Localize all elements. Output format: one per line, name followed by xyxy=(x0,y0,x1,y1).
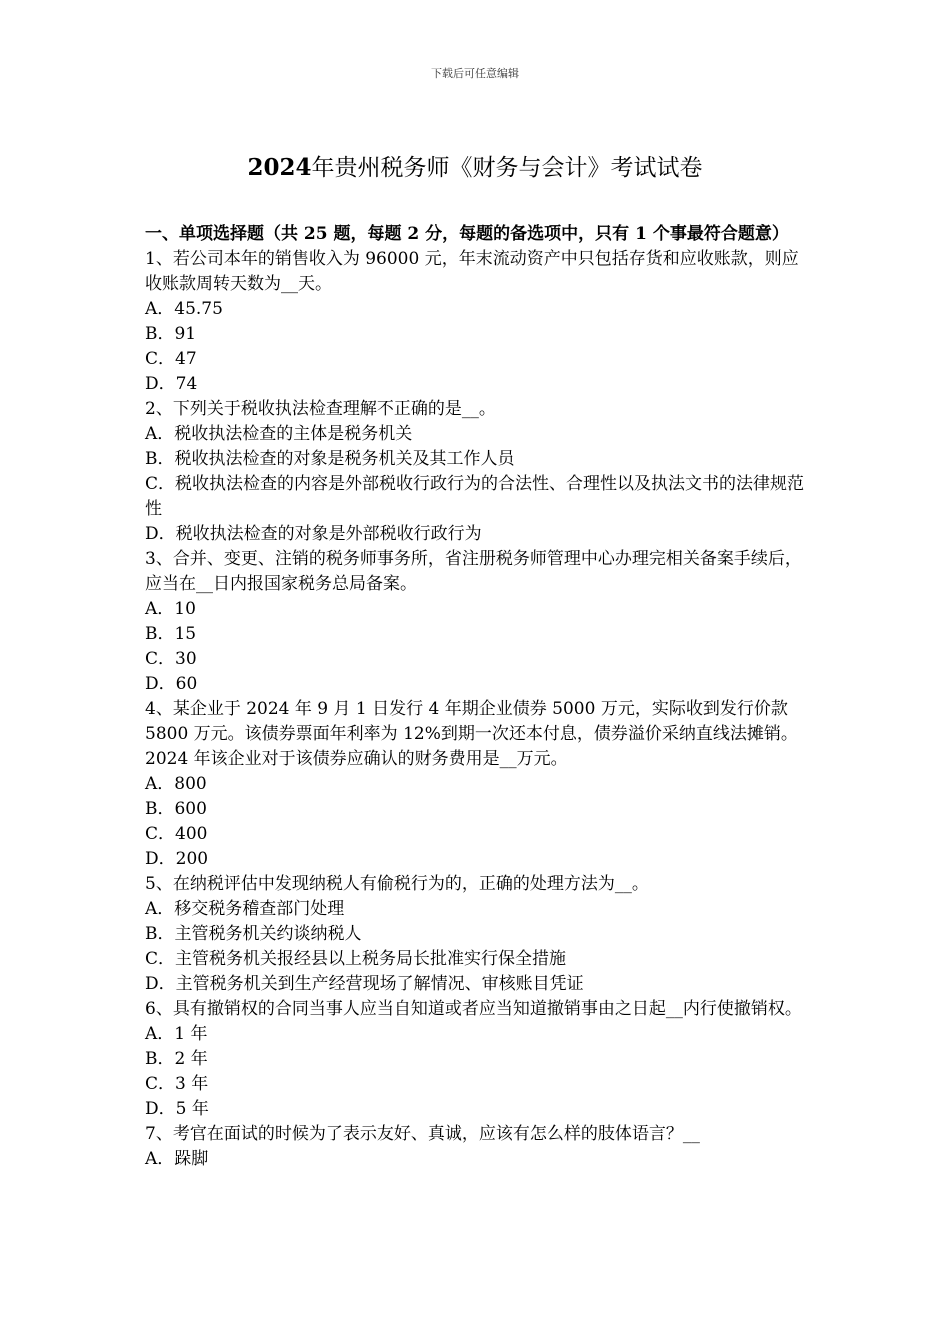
question-item xyxy=(145,872,810,997)
answer-option: D．60 xyxy=(145,674,198,694)
question-item xyxy=(145,547,810,697)
question-stem: 4、某企业于 2024 年 9 月 1 日发行 4 年期企业债券 5000 万元，实际收到发行价款 5800 万元。该债券票面年利率为 12%到期一次还本付息，债券溢价采纳直线法摊销。2024 年该企业对于该债券应确认的财务费用是__万元。 xyxy=(145,699,798,769)
answer-option: D．200 xyxy=(145,849,209,869)
answer-option: C．47 xyxy=(145,349,197,369)
answer-option: B．2 年 xyxy=(145,1049,208,1069)
answer-option: B．15 xyxy=(145,624,197,644)
answer-option: C．30 xyxy=(145,649,197,669)
answer-option: C．主管税务机关报经县以上税务局长批准实行保全措施 xyxy=(145,949,567,969)
question-stem: 2、下列关于税收执法检查理解不正确的是__。 xyxy=(145,399,496,419)
question-list xyxy=(145,247,810,1172)
answer-option: B．600 xyxy=(145,799,207,819)
section-heading: 一、单项选择题（共 25 题，每题 2 分，每题的备选项中，只有 1 个事最符合题意） xyxy=(145,224,789,244)
question-stem: 6、具有撤销权的合同当事人应当自知道或者应当知道撤销事由之日起__内行使撤销权。 xyxy=(145,999,802,1019)
answer-option: C．税收执法检查的内容是外部税收行政行为的合法性、合理性以及执法文书的法律规范性 xyxy=(145,474,805,519)
answer-option: B．主管税务机关约谈纳税人 xyxy=(145,924,362,944)
question-item xyxy=(145,397,810,547)
answer-option: C．3 年 xyxy=(145,1074,209,1094)
answer-option: D．主管税务机关到生产经营现场了解情况、审核账目凭证 xyxy=(145,974,584,994)
answer-option: A．800 xyxy=(145,774,207,794)
answer-option: C．400 xyxy=(145,824,208,844)
answer-option: A．移交税务稽查部门处理 xyxy=(145,899,345,919)
answer-option: A．10 xyxy=(145,599,196,619)
document-title xyxy=(0,152,950,184)
question-item xyxy=(145,697,810,872)
question-item xyxy=(145,247,810,397)
question-item xyxy=(145,1122,810,1172)
title-text: 年贵州税务师《财务与会计》考试试卷 xyxy=(311,155,703,181)
question-stem: 3、合并、变更、注销的税务师事务所，省注册税务师管理中心办理完相关备案手续后，应当在__日内报国家税务总局备案。 xyxy=(145,549,802,594)
answer-option: A．税收执法检查的主体是税务机关 xyxy=(145,424,413,444)
header-note: 下载后可任意编辑 xyxy=(431,67,519,80)
answer-option: A．跺脚 xyxy=(145,1149,209,1169)
question-stem: 5、在纳税评估中发现纳税人有偷税行为的，正确的处理方法为__。 xyxy=(145,874,649,894)
question-item xyxy=(145,997,810,1122)
answer-option: D．税收执法检查的对象是外部税收行政行为 xyxy=(145,524,482,544)
exam-content xyxy=(145,222,810,1172)
title-year: 2024 xyxy=(247,154,312,181)
answer-option: B．税收执法检查的对象是税务机关及其工作人员 xyxy=(145,449,515,469)
answer-option: D．5 年 xyxy=(145,1099,209,1119)
question-stem: 7、考官在面试的时候为了表示友好、真诚，应该有怎么样的肢体语言？__ xyxy=(145,1124,700,1144)
answer-option: D．74 xyxy=(145,374,198,394)
answer-option: A．1 年 xyxy=(145,1024,208,1044)
answer-option: B．91 xyxy=(145,324,197,344)
question-stem: 1、若公司本年的销售收入为 96000 元，年末流动资产中只包括存货和应收账款，则应收账款周转天数为__天。 xyxy=(145,249,799,294)
answer-option: A．45.75 xyxy=(145,299,223,319)
